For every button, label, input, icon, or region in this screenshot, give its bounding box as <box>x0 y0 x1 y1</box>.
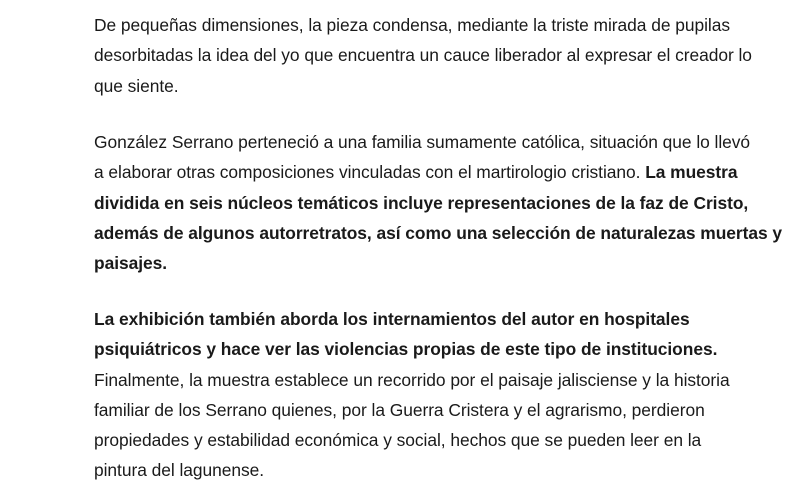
paragraph-2-line-5: paisajes. <box>94 253 168 274</box>
paragraph-3-line-5: propiedades y estabilidad económica y social, hechos que se pueden leer en la <box>94 430 702 451</box>
paragraph-1-line-3: que siente. <box>94 75 179 96</box>
paragraph-2-line-1: González Serrano perteneció a una familia sumamente católica, situación que lo llevó <box>94 132 751 152</box>
paragraph-1-line-1: De pequeñas dimensiones, la pieza condensa, mediante la triste mirada de pupilas <box>94 15 730 35</box>
paragraph-3-line-2: psiquiátricos y hace ver las violencias propias de este tipo de instituciones. <box>94 339 718 360</box>
paragraph-2 <box>94 127 782 278</box>
paragraph-1-line-2: desorbitadas la idea del yo que encuentra un cauce liberador al expresar el creador lo <box>94 45 752 66</box>
paragraph-2-line-4: además de algunos autorretratos, así como una selección de naturalezas muertas y <box>94 222 783 243</box>
paragraph-2-bold-start: La muestra <box>645 162 738 183</box>
paragraph-3-line-3: Finalmente, la muestra establece un recorrido por el paisaje jalisciense y la historia <box>94 369 730 390</box>
paragraph-3 <box>94 304 730 486</box>
paragraph-3-line-6: pintura del lagunense. <box>94 460 265 481</box>
paragraph-2-line-3: dividida en seis núcleos temáticos incluye representaciones de la faz de Cristo, <box>94 192 749 213</box>
paragraph-2-line-2 <box>94 157 782 187</box>
paragraph-3-line-1: La exhibición también aborda los internamientos del autor en hospitales <box>94 309 690 329</box>
paragraph-3-line-4: familiar de los Serrano quienes, por la Guerra Cristera y el agrarismo, perdieron <box>94 399 705 420</box>
paragraph-1 <box>94 10 752 101</box>
paragraph-2-line-2-text: a elaborar otras composiciones vinculadas con el martirologio cristiano. <box>94 162 646 183</box>
